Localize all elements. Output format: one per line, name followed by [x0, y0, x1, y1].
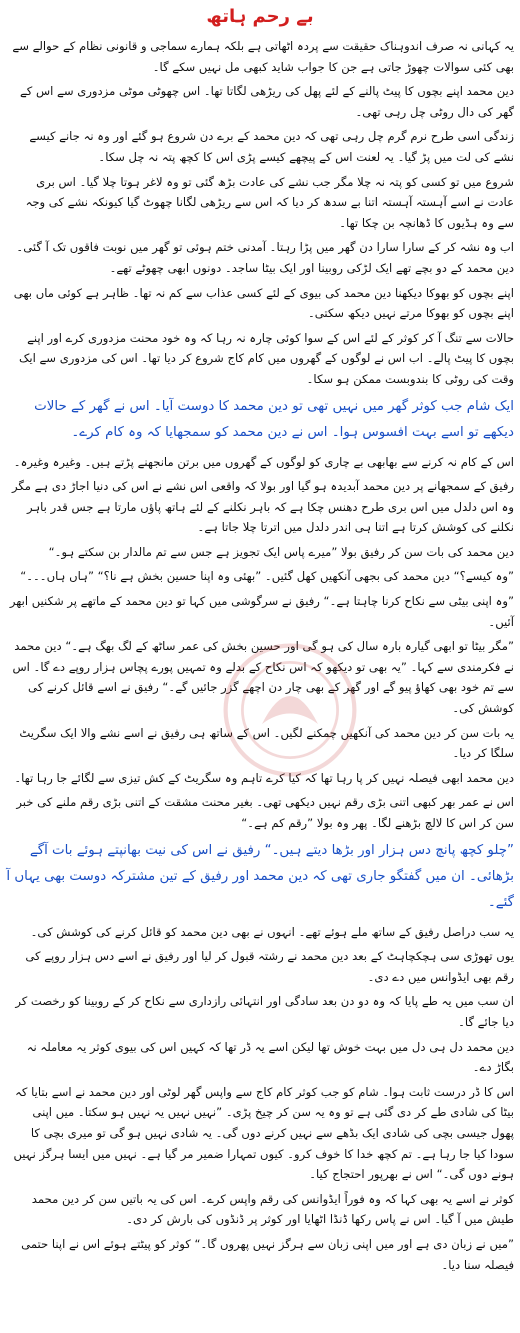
paragraph: کوثر نے اسے یہ بھی کہا کہ وہ فوراً ایڈوانس کی رقم واپس کرے۔ اس کی یہ باتیں سن کر دین محمد طیش میں آ گیا۔ اس نے پاس رکھا ڈنڈا اٹھایا اور کوثر پر ڈنڈوں کی بارش کر دی۔: [31, 1191, 514, 1227]
paragraph: دین محمد دل ہی دل میں بہت خوش تھا لیکن اسے یہ ڈر تھا کہ کہیں اس کی بیوی کوثر یہ معاملہ نہ بگاڑ دے۔: [26, 1039, 514, 1075]
paragraph: زندگی اسی طرح نرم گرم چل رہی تھی کہ دین محمد کے برے دن شروع ہو گئے اور وہ نہ جانے کیسے نشے کی لت میں پڑ گیا۔ یہ لعنت اس کے پیچھے کیسے پڑی اس کا کچھ پتہ نہ چل سکا۔: [29, 129, 514, 164]
paragraph: ”وہ اپنی بیٹی سے نکاح کرنا چاہتا ہے۔“ رفیق نے سرگوشی میں کہا تو دین محمد کے ماتھے پر شکنیں ابھر آئیں۔: [9, 594, 514, 629]
paragraph: حالات سے تنگ آ کر کوثر کے لئے اس کے سوا کوئی چارہ نہ رہا کہ وہ خود محنت مزدوری کرے اور اپنے بچوں کا پیٹ پالے۔ اب اس نے لوگوں کے گھروں میں کام کاج شروع کر دیا تھا۔ اس کی مزدوری سے ایک وقت کی روٹی کا بندوبست ممکن ہو سکا۔: [19, 330, 514, 386]
paragraph: اس کا ڈر درست ثابت ہوا۔ شام کو جب کوثر کام کاج سے واپس گھر لوٹی اور دین محمد نے اسے بتایا کہ بیٹا کی شادی طے کر دی گئی ہے تو وہ یہ سن کر چیخ پڑی۔ ”نہیں نہیں یہ نہیں ہو سکتا۔ میں اپنی پھول جیسی بچی کی شادی ایک بڈھے سے نہیں کرنے دوں گی۔ یہ شادی نہیں ہو گی تو میری بچی کا سودا کیا جا رہا ہے۔ تم کچھ خدا کا خوف کرو۔ کیوں تمہارا ضمیر مر گیا ہے۔ نہیں میں ایسا ہرگز نہیں ہونے دوں گی۔“ اس نے بھرپور احتجاج کیا۔: [13, 1084, 514, 1182]
paragraph: اس کے کام نہ کرنے سے بھابھی بے چاری کو لوگوں کے گھروں میں برتن مانجھنے پڑتے ہیں۔ وغیرہ وغیرہ۔: [13, 454, 514, 469]
article-body: [6, 36, 514, 1275]
paragraph: دین محمد کی بات سن کر رفیق بولا ”میرے پاس ایک تجویز ہے جس سے تم مالدار بن سکتے ہو۔“: [48, 544, 514, 559]
paragraph: ”میں نے زبان دی ہے اور میں اپنی زبان سے ہرگز نہیں پھروں گا۔“ کوثر کو پیٹتے ہوئے اس نے اپنا حتمی فیصلہ سنا دیا۔: [21, 1236, 514, 1272]
paragraph: یہ کہانی نہ صرف اندوہناک حقیقت سے پردہ اٹھاتی ہے بلکہ ہمارے سماجی و قانونی نظام کے حوالے سے بھی کئی سوالات چھوڑ جاتی ہے جن کا جواب شاید کبھی مل نہیں سکے گا۔: [12, 39, 514, 74]
paragraph: یوں تھوڑی سی ہچکچاہٹ کے بعد دین محمد نے رشتہ قبول کر لیا اور رفیق نے اسے دس ہزار روپے کی رقم بھی ایڈوانس میں دے دی۔: [25, 949, 514, 984]
paragraph: دین محمد اپنے بچوں کا پیٹ پالنے کے لئے پھل کی ریڑھی لگاتا تھا۔ اس چھوٹی موٹی مزدوری سے اس کے گھر کی دال روٹی چل رہی تھی۔: [20, 84, 514, 119]
paragraph: اب وہ نشہ کر کے سارا سارا دن گھر میں پڑا رہتا۔ آمدنی ختم ہوئی تو گھر میں نوبت فاقوں تک آ گئی۔ دین محمد کے دو بچے تھے ایک لڑکی روبینا اور ایک بیٹا ساجد۔ دونوں ابھی چھوٹے تھے۔: [16, 240, 514, 275]
paragraph: اپنے بچوں کو بھوکا دیکھنا دین محمد کی بیوی کے لئے کسی عذاب سے کم نہ تھا۔ ظاہر ہے کوئی ماں بھی اپنے بچوں کو بھوکا مرتے نہیں دیکھ سکتی۔: [13, 285, 514, 321]
paragraph: ”وہ کیسے؟“ دین محمد کی بجھی آنکھیں کھل گئیں۔ ”بھئی وہ اپنا حسین بخش ہے نا؟“ ”ہاں ہاں۔۔۔“: [20, 569, 514, 584]
paragraph: یہ بات سن کر دین محمد کی آنکھیں چمکنے لگیں۔ اس کے ساتھ ہی رفیق نے اسے نشے والا ایک سگریٹ سلگا کر دیا۔: [19, 725, 514, 761]
paragraph: یہ سب دراصل رفیق کے ساتھ ملے ہوئے تھے۔ انہوں نے بھی دین محمد کو قائل کرنے کی کوشش کی۔: [30, 924, 514, 939]
paragraph: رفیق کے سمجھانے پر دین محمد آبدیدہ ہو گیا اور بولا کہ واقعی اس نشے نے اس کی دنیا اجاڑ دی ہے مگر وہ اس دلدل میں اس بری طرح دھنس چکا ہے کہ باہر نکلنے کے لئے ہاتھ پاؤں مارتا ہے جس قدر باہر نکلنے کی کوشش کرتا ہے اتنا ہی اندر دلدل میں اترتا چلا جاتا ہے۔: [11, 479, 514, 535]
paragraph: دین محمد ابھی فیصلہ نہیں کر پا رہا تھا کہ کیا کرے تاہم وہ سگریٹ کے کش تیزی سے لگائے جا رہا تھا۔: [14, 770, 514, 785]
paragraph: ”مگر بیٹا تو ابھی گیارہ بارہ سال کی ہو گی اور حسین بخش کی عمر ساٹھ کے لگ بھگ ہے۔“ دین محمد نے فکرمندی سے کہا۔ ”یہ بھی تو دیکھو کہ اس نکاح کے بدلے وہ تمہیں پورے پچاس ہزار روپے دے گا۔ اس سے تم خود بھی کھاؤ پیو گے اور گھر کے بھی چار دن اچھے گزر جائیں گے۔“ رفیق نے اسے قائل کرنے کی کوشش کی۔: [12, 639, 514, 716]
highlighted-paragraph: ایک شام جب کوثر گھر میں نہیں تھی تو دین محمد کا دوست آیا۔ اس نے گھر کے حالات دیکھے تو اسے بہت افسوس ہوا۔ اس نے دین محمد کو سمجھایا کہ وہ کام کرے۔: [34, 398, 514, 440]
article-title: بے رحم ہاتھ: [206, 6, 314, 27]
paragraph: ان سب میں یہ طے پایا کہ وہ دو دن بعد سادگی اور انتہائی رازداری سے نکاح کر کے روبینا کو رخصت کر دیا جائے گا۔: [15, 994, 514, 1029]
highlighted-paragraph: ”چلو کچھ پانچ دس ہزار اور بڑھا دیتے ہیں۔“ رفیق نے اس کی نیت بھانپتے ہوئے بات آگے بڑھائی۔ ان میں گفتگو جاری تھی کہ دین محمد اور رفیق کے تین مشترکہ دوست بھی یہاں آ گئے۔: [6, 842, 514, 910]
paragraph: اس نے عمر بھر کبھی اتنی بڑی رقم نہیں دیکھی تھی۔ بغیر محنت مشقت کے اتنی بڑی رقم ملنے کی خبر سن کر اس کا لالچ بڑھنے لگا۔ پھر وہ بولا ”رقم کم ہے۔“: [16, 795, 514, 830]
paragraph: شروع میں تو کسی کو پتہ نہ چلا مگر جب نشے کی عادت بڑھ گئی تو وہ لاغر ہوتا چلا گیا۔ اس بری عادت نے اسے آہستہ آہستہ اتنا بے سدھ کر دیا کہ اس سے ریڑھی لگانا چھوٹ گیا کیونکہ نشے کی وجہ سے وہ ہڈیوں کا ڈھانچہ بن چکا تھا۔: [25, 174, 514, 230]
